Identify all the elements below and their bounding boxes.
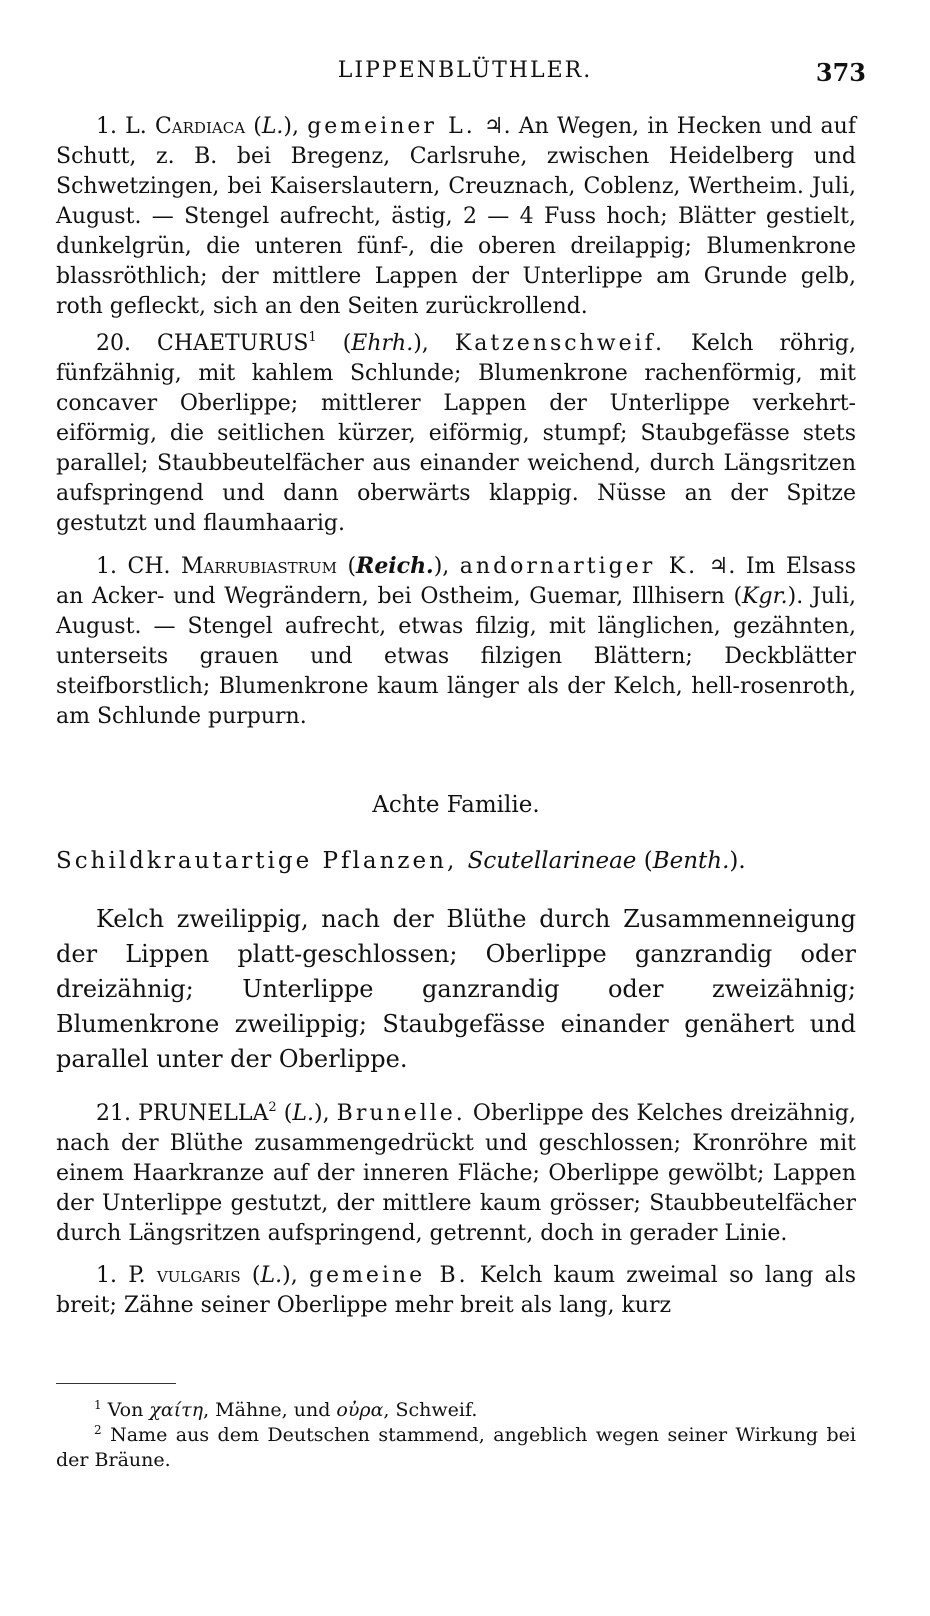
greek-word: χαίτη	[149, 1399, 204, 1421]
perennial-symbol: ♃.	[475, 114, 511, 139]
species-description: An Wegen, in Hecken und auf Schutt, z. B. bei Bregenz, Carlsruhe, zwischen Heidelberg und Schwetzingen, bei Kaiserslautern, Creuznach, Coblenz, Wertheim. Juli, August. — Stengel aufrecht, ästig, 2 — 4 Fuss hoch; Blätter gestielt, dunkelgrün, die unteren fünf-, die oberen dreilappig; Blumenkrone blassröthlich; der mittlere Lappen der Unterlippe am Grunde gelb, roth gefleckt, sich an den Seiten zurückrollend.	[56, 114, 856, 319]
paren-close: ),	[413, 331, 455, 356]
footnote-mark: 2	[94, 1423, 102, 1437]
page-header	[56, 58, 874, 92]
footnotes	[56, 1398, 856, 1473]
genus-description: Oberlippe des Kelches dreizähnig, nach der Blüthe zusammengedrückt und geschlossen; Kronröhre mit einem Haarkranze auf der inneren Fläche; Oberlippe gewölbt; Lappen der Unterlippe gestutzt, der mittlere kaum grösser; Staubbeutelfächer durch Längsritzen aufspringend, getrennt, doch in gerader Linie.	[56, 1101, 856, 1246]
species-entry-marrubiastrum	[56, 551, 856, 732]
paren-close: ),	[314, 1101, 337, 1126]
common-name: gemeine B.	[308, 1263, 469, 1288]
genus-entry-prunella	[56, 1099, 856, 1249]
page-number: 373	[815, 58, 866, 87]
species-description: ). Juli, August. — Stengel aufrecht, etwas filzig, mit länglichen, gezähnten, unterseits grauen und etwas filzigen Blättern; Deckblätter steifborstlich; Blumenkrone kaum länger als der Kelch, hell-rosenroth, am Schlunde purpurn.	[56, 584, 856, 729]
footnote-1	[56, 1398, 856, 1423]
footnote-text: , Schweif.	[383, 1399, 478, 1421]
paren-open: (	[336, 554, 357, 579]
family-name-line	[56, 846, 856, 876]
species-entry-cardiaca	[56, 112, 856, 322]
genus-number: 20.	[96, 331, 131, 356]
footnote-ref[interactable]: 2	[268, 1100, 277, 1115]
species-name: Cardiaca	[154, 114, 246, 139]
genus-description: Kelch röhrig, fünfzähnig, mit kahlem Schlunde; Blumenkrone rachenförmig, mit concaver Oberlippe; mittlerer Lappen der Unterlippe verkehrt-eiförmig, die seitlichen kürzer, eiförmig, stumpf; Staubgefässe stets parallel; Staubbeutelfächer aus einander weichend, durch Längsritzen aufspringend und dann oberwärts klappig. Nüsse an der Spitze gestutzt und flaumhaarig.	[56, 331, 857, 536]
paren-open: (	[245, 114, 262, 139]
paren-close: ),	[283, 114, 308, 139]
family-heading: Achte Familie.	[372, 792, 540, 818]
species-name: vulgaris	[156, 1263, 241, 1288]
paren-open: (	[240, 1263, 261, 1288]
footnote-text: , Mähne, und	[203, 1399, 337, 1421]
common-name: gemeiner L.	[307, 114, 476, 139]
common-name: Brunelle.	[336, 1101, 466, 1126]
paren-open: (	[636, 848, 653, 874]
paren-close: ).	[729, 848, 746, 874]
footnote-ref[interactable]: 1	[308, 330, 317, 345]
species-name: Marrubiastrum	[181, 554, 337, 579]
genus-entry-chaeturus	[56, 329, 856, 539]
common-name: andornartiger K.	[459, 554, 699, 579]
genus-number: 21.	[96, 1101, 131, 1126]
perennial-symbol: ♃.	[698, 554, 736, 579]
species-description: Kelch kaum zweimal so lang als breit; Zähne seiner Oberlippe mehr breit als lang, kurz	[56, 1263, 857, 1318]
author-abbrev: Reich.	[356, 553, 434, 579]
common-name: Katzenschweif.	[454, 331, 666, 356]
genus-name: PRUNELLA	[138, 1101, 269, 1126]
species-number: 1. CH.	[96, 554, 171, 579]
species-number: 1. L.	[96, 114, 147, 139]
author-abbrev: L.	[261, 114, 284, 139]
genus-name: CHAETURUS	[157, 331, 309, 356]
family-description: Kelch zweilippig, nach der Blüthe durch Zusammenneigung der Lippen platt-geschlossen; Oberlippe ganzrandig oder dreizähnig; Unterlippe ganzrandig oder zweizähnig; Blumenkrone zweilippig; Staubgefässe einander genähert und parallel unter der Oberlippe.	[56, 905, 856, 1073]
footnote-text: Von	[101, 1399, 150, 1421]
author-abbrev: Benth.	[652, 848, 730, 874]
footnote-mark: 1	[94, 1398, 102, 1412]
family-latin-name: Scutellarineae	[467, 848, 637, 874]
author-abbrev: Ehrh.	[351, 331, 414, 356]
author-abbrev: L.	[260, 1263, 283, 1288]
paren-open: (	[316, 331, 352, 356]
species-number: 1. P.	[96, 1263, 146, 1288]
greek-word: οὐρα	[336, 1399, 384, 1421]
running-title: LIPPENBLÜTHLER.	[337, 58, 593, 83]
author-abbrev: Kgr.	[742, 584, 788, 609]
author-abbrev: L.	[292, 1101, 314, 1126]
species-description: Im Elsass an Acker- und Wegrändern, bei Ostheim, Guemar, Illhisern (	[56, 554, 856, 609]
species-entry-vulgaris	[56, 1261, 856, 1321]
family-name: Schildkrautartige Pflanzen,	[56, 848, 468, 874]
footnote-text: Name aus dem Deutschen stammend, angeblich wegen seiner Wirkung bei der Bräune.	[56, 1424, 856, 1471]
paren-close: ),	[433, 554, 460, 579]
footnote-2	[56, 1423, 856, 1473]
paren-open: (	[276, 1101, 293, 1126]
page-body	[56, 112, 856, 1321]
paren-close: ),	[282, 1263, 309, 1288]
footnote-rule	[56, 1383, 176, 1384]
